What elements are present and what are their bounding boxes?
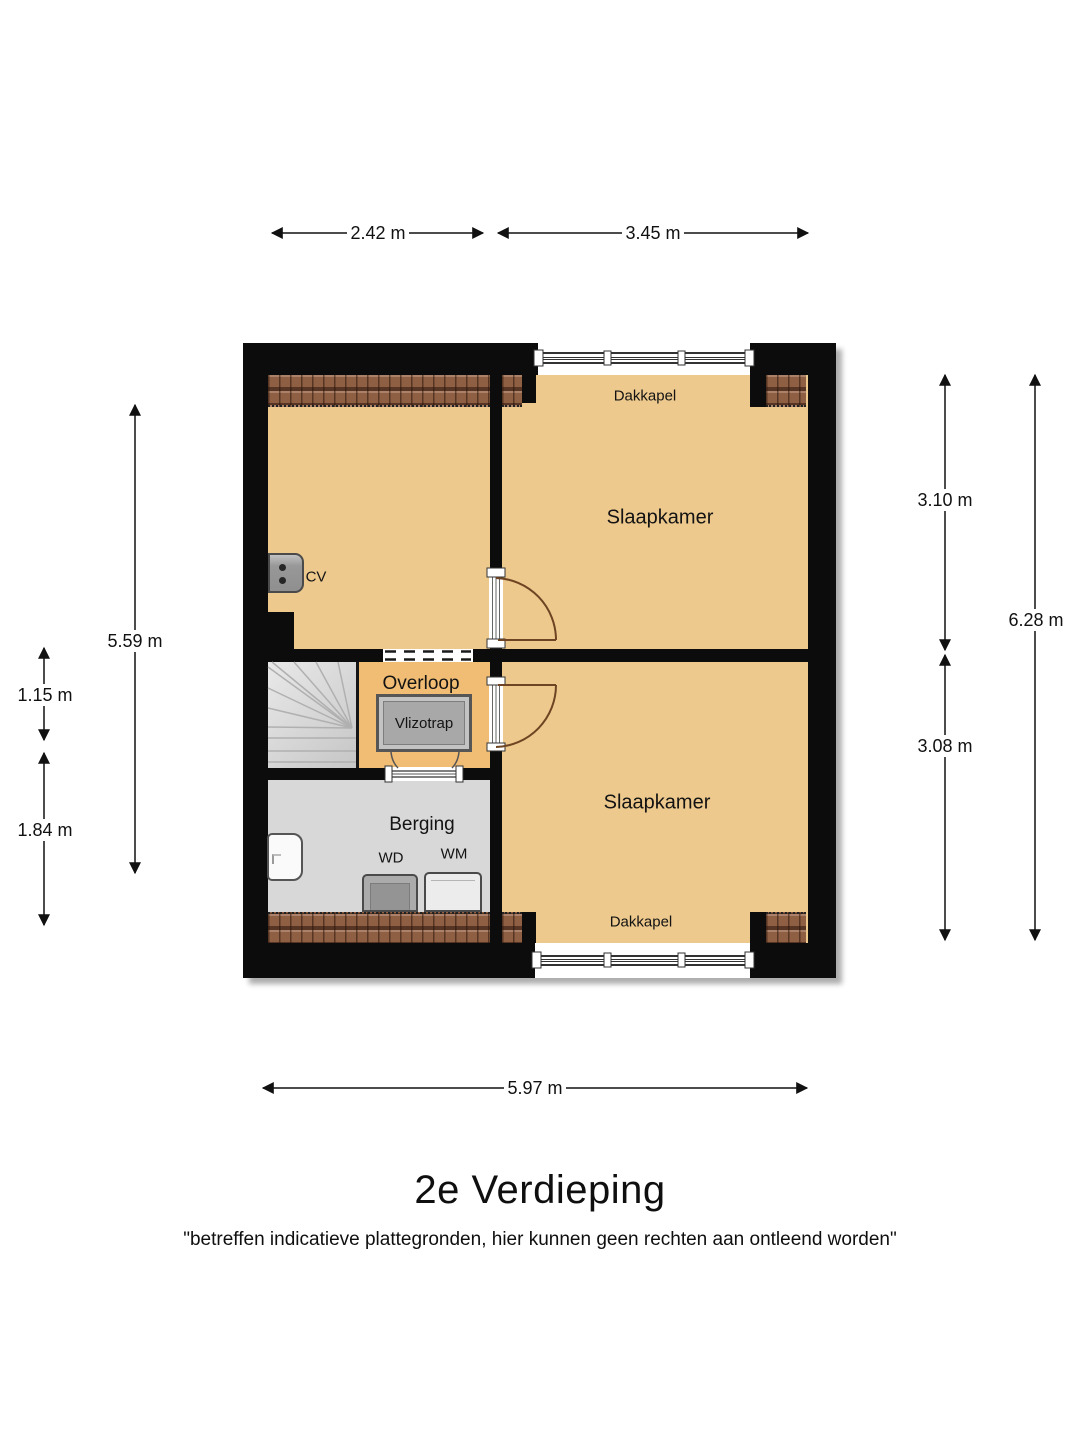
dim-right-total: 6.28 m [1008, 610, 1064, 630]
dim-left-storage: 1.84 m [17, 820, 73, 840]
label-boiler: CV [305, 568, 327, 586]
label-bedroom-top: Slaapkamer [606, 506, 714, 529]
page-title: 2e Verdieping [414, 1168, 666, 1212]
dim-left-landing: 1.15 m [17, 685, 73, 705]
dim-top-left: 2.42 m [350, 223, 406, 243]
dim-right-top: 3.10 m [917, 490, 973, 510]
window-top-dormer [534, 344, 754, 374]
label-washing-machine: WM [440, 845, 468, 863]
loft-ladder-label: Vlizotrap [383, 701, 465, 745]
opening-landing-storage [385, 752, 463, 782]
label-bedroom-bottom: Slaapkamer [603, 791, 711, 814]
disclaimer-text: "betreffen indicatieve plattegronden, hier kunnen geen rechten aan ontleend worden" [183, 1229, 897, 1250]
label-dormer-bottom: Dakkapel [609, 913, 673, 931]
door-bedroom-top [487, 568, 556, 648]
dim-bottom: 5.97 m [507, 1078, 563, 1098]
window-bottom-dormer [532, 944, 754, 976]
dim-top-right: 3.45 m [625, 223, 681, 243]
label-storage: Berging [389, 814, 455, 835]
dim-left-total: 5.59 m [107, 631, 163, 651]
label-dryer: WD [378, 849, 404, 867]
door-bedroom-bottom [487, 677, 556, 751]
label-dormer-top: Dakkapel [613, 387, 677, 405]
label-landing: Overloop [382, 673, 460, 694]
open-passage-dashed [383, 649, 473, 662]
staircase-treads [268, 662, 356, 762]
dim-right-bottom: 3.08 m [917, 736, 973, 756]
